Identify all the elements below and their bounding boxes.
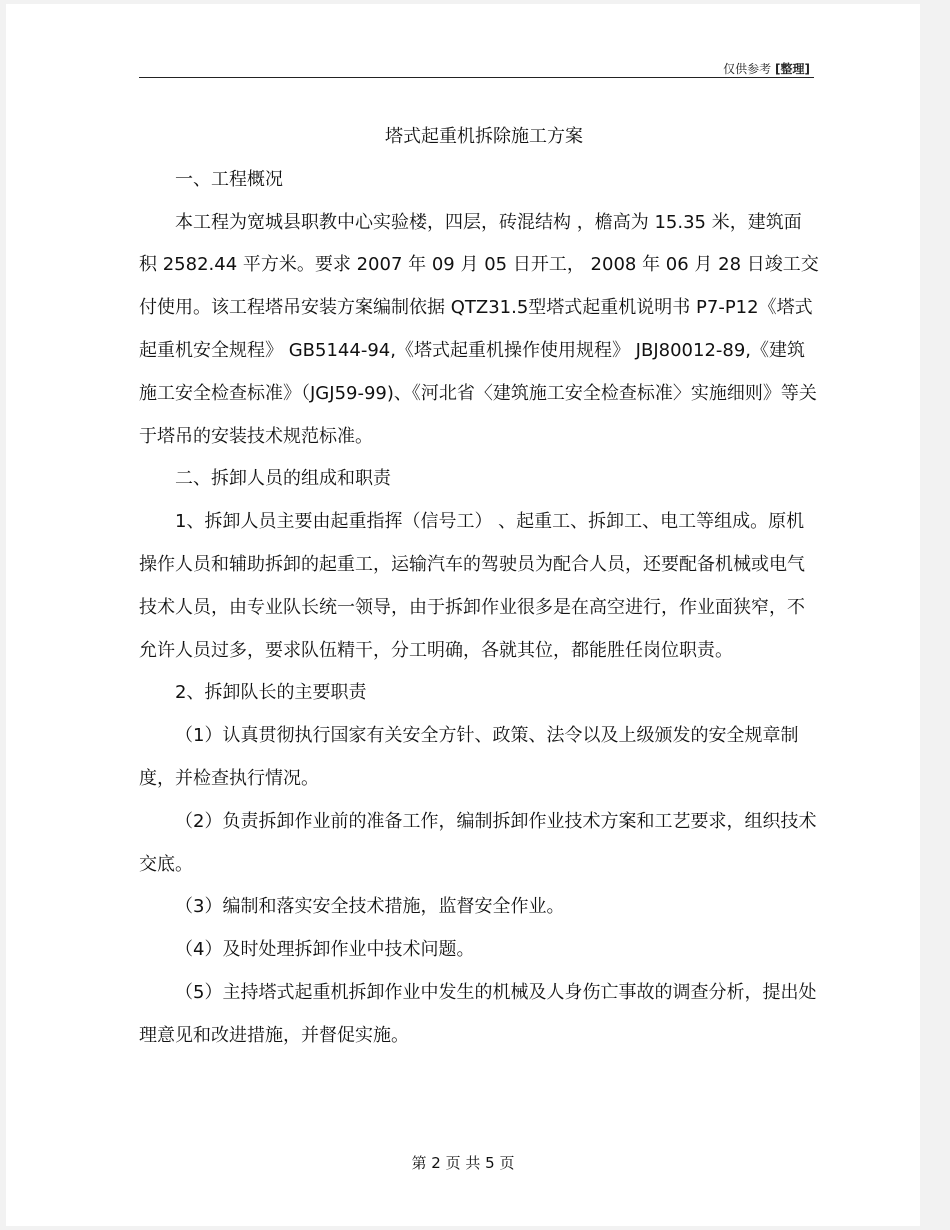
duty-item-1: （1）认真贯彻执行国家有关安全方针、政策、法令以及上级颁发的安全规章制度，并检查执行情况。 (139, 725, 799, 789)
section-heading-personnel: 二、拆卸人员的组成和职责 (175, 468, 391, 490)
leader-duties-heading: 2、拆卸队长的主要职责 (175, 682, 367, 704)
page-footer: 第 2 页 共 5 页 (411, 1154, 515, 1172)
document-page (6, 4, 920, 1226)
document-body (139, 116, 819, 1058)
overview-paragraph: 本工程为宽城县职教中心实验楼，四层，砖混结构 ，檐高为 15.35 米，建筑面积 2582.44 平方米。要求 2007 年 09 月 05 日开工， 2008 年 06 月 28 日竣工交付使用。该工程塔吊安装方案编制依据 QTZ31.5型塔式起重机说明书 P7-P12《塔式起重机安全规程》 GB5144-94,《塔式起重机操作使用规程》 JBJ80012-89,《建筑施工安全检查标准》（JGJ59-99)、《河北省〈建筑施工安全检查标准〉实施细则》等关于塔吊的安装技术规范标准。 (139, 211, 819, 447)
page-header (723, 60, 810, 77)
document-title: 塔式起重机拆除施工方案 (385, 126, 583, 147)
duty-item-3: （3）编制和落实安全技术措施，监督安全作业。 (175, 896, 565, 918)
header-tag: [整理] (775, 62, 810, 76)
header-divider (139, 77, 814, 78)
duty-item-4: （4）及时处理拆卸作业中技术问题。 (175, 939, 475, 961)
header-label: 仅供参考 (723, 62, 772, 76)
duty-item-5: （5）主持塔式起重机拆卸作业中发生的机械及人身伤亡事故的调查分析，提出处理意见和改进措施，并督促实施。 (139, 981, 817, 1046)
personnel-paragraph: 1、拆卸人员主要由起重指挥（信号工） 、起重工、拆卸工、电工等组成。原机操作人员和辅助拆卸的起重工，运输汽车的驾驶员为配合人员，还要配备机械或电气技术人员，由专业队长统一领导，由于拆卸作业很多是在高空进行，作业面狭窄，不允许人员过多，要求队伍精干，分工明确，各就其位，都能胜任岗位职责。 (139, 511, 805, 661)
section-heading-overview: 一、工程概况 (175, 168, 283, 190)
duty-item-2: （2）负责拆卸作业前的准备工作，编制拆卸作业技术方案和工艺要求，组织技术交底。 (139, 810, 817, 875)
